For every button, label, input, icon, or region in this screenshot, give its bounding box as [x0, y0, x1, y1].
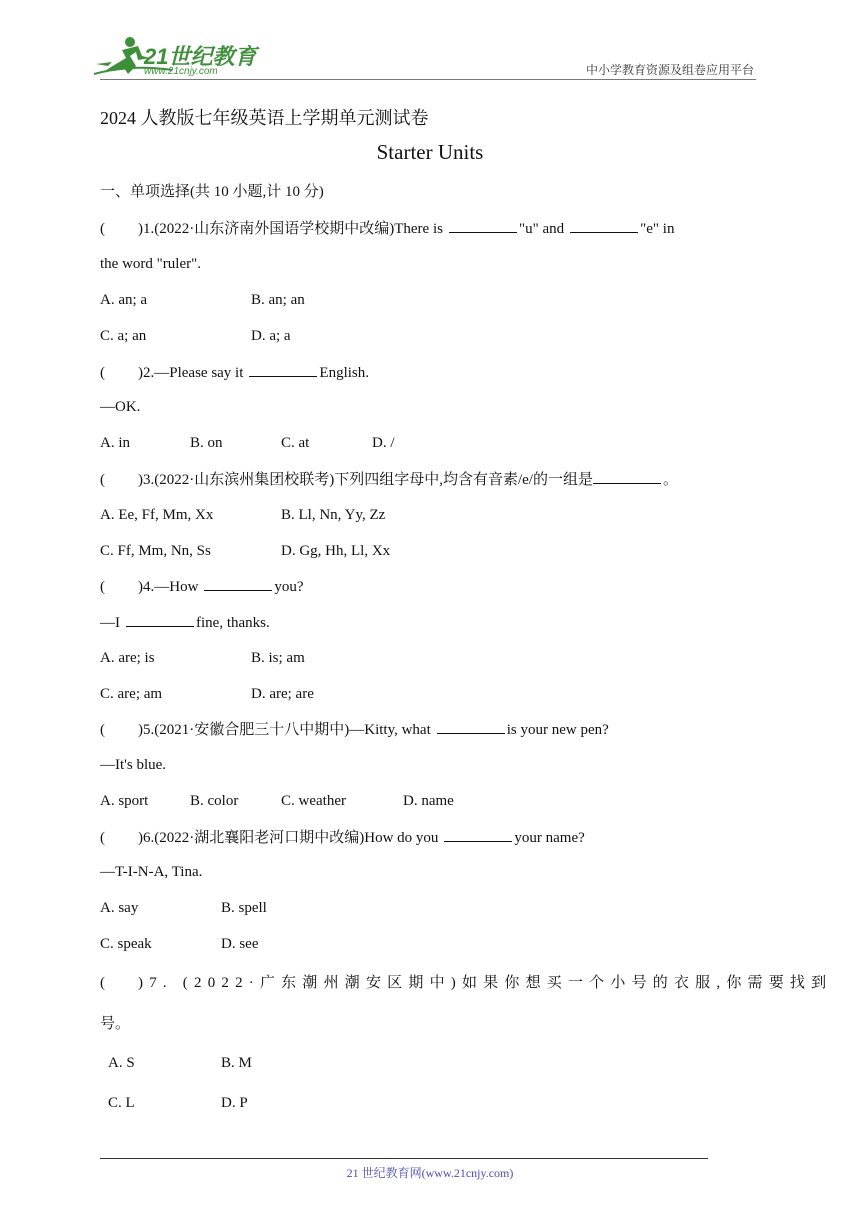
question-6-option-c: C. speak: [100, 936, 152, 952]
site-logo: [92, 34, 262, 82]
question-7-option-a: A. S: [108, 1055, 135, 1071]
question-7-stem-line2: 号。: [100, 1016, 131, 1032]
logo-url: www.21cnjy.com: [144, 66, 218, 77]
question-4-stem: ( )4.—How you?: [100, 576, 304, 597]
answer-blank: [437, 719, 505, 734]
question-4-reply: —I fine, thanks.: [100, 612, 270, 633]
question-7-option-b: B. M: [221, 1055, 252, 1071]
question-2-option-a: A. in: [100, 435, 130, 451]
answer-paren: (: [100, 579, 105, 595]
question-4-option-a: A. are; is: [100, 650, 155, 666]
question-1-option-d: D. a; a: [251, 328, 291, 344]
question-3-stem: ( )3.(2022·山东滨州集团校联考)下列四组字母中,均含有音素/e/的一组是 。: [100, 469, 678, 490]
question-2-stem: ( )2.—Please say it English.: [100, 362, 369, 383]
question-3-option-c: C. Ff, Mm, Nn, Ss: [100, 543, 211, 559]
answer-blank: [204, 576, 272, 591]
question-2-option-c: C. at: [281, 435, 310, 451]
footer-divider: [100, 1158, 708, 1159]
section-heading: 一、单项选择(共 10 小题,计 10 分): [100, 184, 324, 200]
logo-text: 21世纪教育: [144, 44, 257, 69]
question-1-option-b: B. an; an: [251, 292, 305, 308]
question-6-option-a: A. say: [100, 900, 139, 916]
answer-paren: (: [100, 472, 105, 488]
answer-blank: [249, 362, 317, 377]
question-5-option-b: B. color: [190, 793, 239, 809]
header-tagline: 中小学教育资源及组卷应用平台: [585, 63, 754, 77]
answer-blank: [593, 469, 661, 484]
question-7-stem: ( )7. (2022·广东潮州潮安区期中)如果你想买一个小号的衣服,你需要找到: [100, 975, 833, 991]
question-6-stem: ( )6.(2022·湖北襄阳老河口期中改编)How do you your name?: [100, 827, 585, 848]
answer-paren: (: [100, 830, 105, 846]
answer-paren: (: [100, 975, 105, 991]
answer-paren: (: [100, 722, 105, 738]
question-5-option-a: A. sport: [100, 793, 149, 809]
question-2-reply: —OK.: [100, 399, 141, 415]
document-subtitle: Starter Units: [376, 140, 484, 164]
question-6-option-b: B. spell: [221, 900, 267, 916]
footer-link[interactable]: 21 世纪教育网(www.21cnjy.com): [346, 1166, 514, 1180]
question-1-option-c: C. a; an: [100, 328, 147, 344]
question-2-option-b: B. on: [190, 435, 223, 451]
question-5-stem: ( )5.(2021·安徽合肥三十八中期中)—Kitty, what is your new pen?: [100, 719, 609, 740]
question-1-stem: ( )1.(2022·山东济南外国语学校期中改编)There is "u" and "e" in: [100, 218, 760, 239]
question-5-option-d: D. name: [403, 793, 454, 809]
question-1-option-a: A. an; a: [100, 292, 148, 308]
question-3-option-d: D. Gg, Hh, Ll, Xx: [281, 543, 391, 559]
answer-blank: [444, 827, 512, 842]
question-3-option-b: B. Ll, Nn, Yy, Zz: [281, 507, 386, 523]
answer-paren: (: [100, 221, 105, 237]
header-divider: [100, 79, 756, 80]
document-title: 2024 人教版七年级英语上学期单元测试卷: [100, 108, 429, 128]
answer-blank: [126, 612, 194, 627]
question-4-option-d: D. are; are: [251, 686, 314, 702]
question-3-option-a: A. Ee, Ff, Mm, Xx: [100, 507, 214, 523]
answer-blank: [570, 218, 638, 233]
question-5-reply: —It's blue.: [100, 757, 167, 773]
question-7-option-d: D. P: [221, 1095, 248, 1111]
question-1-stem-line2: the word "ruler".: [100, 256, 201, 272]
question-2-option-d: D. /: [372, 435, 395, 451]
question-5-option-c: C. weather: [281, 793, 346, 809]
answer-paren: (: [100, 365, 105, 381]
answer-blank: [449, 218, 517, 233]
question-4-option-b: B. is; am: [251, 650, 305, 666]
question-4-option-c: C. are; am: [100, 686, 163, 702]
question-6-option-d: D. see: [221, 936, 259, 952]
question-6-reply: —T-I-N-A, Tina.: [100, 864, 203, 880]
question-7-option-c: C. L: [108, 1095, 135, 1111]
